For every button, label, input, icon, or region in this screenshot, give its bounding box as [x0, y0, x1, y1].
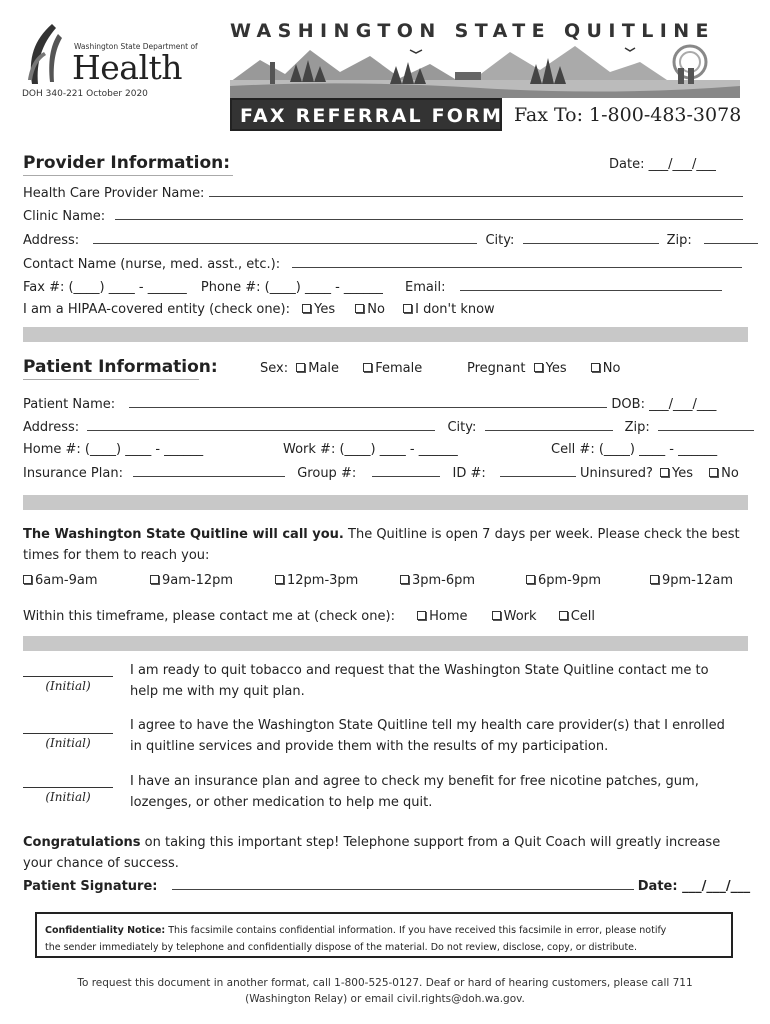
- checkbox[interactable]: [591, 363, 600, 372]
- patient-city-field[interactable]: [485, 419, 613, 431]
- checkbox[interactable]: [417, 611, 426, 620]
- sex-label: Sex:: [260, 361, 289, 376]
- hipaa-no-option[interactable]: [355, 302, 385, 317]
- contact-method-label: Within this timeframe, please contact me at (check one):: [23, 609, 395, 624]
- checkbox[interactable]: [650, 575, 659, 584]
- pregnant-row: [467, 361, 620, 376]
- callback-intro-text: The Quitline is open 7 days per week. Please check the best: [343, 527, 740, 542]
- contact-name-field[interactable]: [292, 256, 742, 268]
- checkbox[interactable]: [296, 363, 305, 372]
- checkbox[interactable]: [400, 575, 409, 584]
- checkbox[interactable]: [355, 304, 364, 313]
- agency-name: Health: [72, 48, 183, 87]
- agency-line: Washington State Department of: [74, 42, 198, 51]
- initial-field-2[interactable]: [23, 733, 113, 734]
- footer-line2: (Washington Relay) or email civil.rights@doh.wa.gov.: [245, 993, 525, 1005]
- congratulations-text: [23, 832, 720, 874]
- hipaa-yes-label: Yes: [314, 302, 336, 317]
- hipaa-row: [23, 302, 495, 317]
- checkbox[interactable]: [492, 611, 501, 620]
- fax-phone-row: [23, 279, 722, 295]
- footer-line1: To request this document in another format, call 1-800-525-0127. Deaf or hard of hearing customers, please call 711: [77, 977, 693, 989]
- provider-zip-field[interactable]: [704, 232, 758, 244]
- contact-work-label: Work: [503, 609, 537, 624]
- section-divider: [23, 327, 748, 342]
- time-option-1[interactable]: [23, 573, 98, 588]
- initial-field-1[interactable]: [23, 676, 113, 677]
- time-option-5[interactable]: [526, 573, 601, 588]
- patient-zip-field[interactable]: [658, 419, 754, 431]
- checkbox[interactable]: [403, 304, 412, 313]
- section-underline: [23, 175, 233, 176]
- uninsured-no-label: No: [721, 466, 739, 481]
- program-title: WASHINGTON STATE QUITLINE: [230, 20, 715, 42]
- consent-item-3: [130, 771, 750, 813]
- email-label: Email:: [405, 280, 446, 295]
- provider-name-row: [23, 185, 743, 201]
- time-label: 6am-9am: [35, 573, 98, 588]
- callback-intro-line2: times for them to reach you:: [23, 548, 210, 563]
- insurance-row: [23, 465, 739, 481]
- patient-name-field[interactable]: [129, 396, 607, 408]
- patient-city-label: City:: [447, 420, 477, 435]
- checkbox[interactable]: [23, 575, 32, 584]
- initial-field-3[interactable]: [23, 787, 113, 788]
- provider-address-row: [23, 232, 758, 248]
- time-label: 9pm-12am: [662, 573, 734, 588]
- consent-item-2: [130, 715, 750, 757]
- contact-method-row: [23, 609, 595, 624]
- section-underline: [23, 379, 199, 380]
- footer-text: [0, 975, 770, 1007]
- time-option-4[interactable]: [400, 573, 475, 588]
- provider-city-label: City:: [485, 233, 515, 248]
- checkbox[interactable]: [363, 363, 372, 372]
- contact-name-label: Contact Name (nurse, med. asst., etc.):: [23, 257, 281, 272]
- landscape-illustration: [230, 42, 740, 98]
- sex-female-option[interactable]: [363, 361, 422, 376]
- consent-item-1: [130, 660, 750, 702]
- checkbox[interactable]: [302, 304, 311, 313]
- sex-row: [260, 361, 422, 376]
- hipaa-unknown-label: I don't know: [415, 302, 495, 317]
- provider-address-field[interactable]: [93, 232, 477, 244]
- fax-field[interactable]: Fax #: (____) ____ - ______: [23, 280, 187, 295]
- checkbox[interactable]: [534, 363, 543, 372]
- contact-cell-option[interactable]: [559, 609, 595, 624]
- contact-name-row: [23, 256, 742, 272]
- notice-line1: This facsimile contains confidential information. If you have received this facsimile in error, please notify: [165, 925, 667, 936]
- time-label: 12pm-3pm: [287, 573, 359, 588]
- confidentiality-notice: [35, 912, 733, 958]
- initial-label: (Initial): [45, 736, 91, 750]
- doc-id: DOH 340-221 October 2020: [22, 89, 148, 99]
- patient-dob[interactable]: DOB: ___/___/___: [611, 397, 717, 412]
- congrats-bold: Congratulations: [23, 835, 141, 850]
- hipaa-no-label: No: [367, 302, 385, 317]
- hipaa-unknown-option[interactable]: [403, 302, 495, 317]
- uninsured-label: Uninsured?: [580, 466, 653, 481]
- callback-intro: [23, 524, 740, 566]
- female-label: Female: [375, 361, 423, 376]
- uninsured-no-option[interactable]: [709, 466, 739, 481]
- cell-phone-field[interactable]: Cell #: (____) ____ - ______: [551, 442, 718, 457]
- sex-male-option[interactable]: [296, 361, 339, 376]
- group-field[interactable]: [372, 465, 440, 477]
- signature-field[interactable]: [172, 878, 634, 890]
- time-option-2[interactable]: [150, 573, 233, 588]
- initial-label: (Initial): [45, 790, 91, 804]
- pregnant-yes-label: Yes: [545, 361, 567, 376]
- consent-3-line1: I have an insurance plan and agree to check my benefit for free nicotine patches, gum,: [130, 774, 699, 789]
- time-label: 3pm-6pm: [412, 573, 476, 588]
- contact-home-option[interactable]: [417, 609, 467, 624]
- time-label: 6pm-9pm: [538, 573, 602, 588]
- checkbox[interactable]: [709, 468, 718, 477]
- patient-zip-label: Zip:: [624, 420, 650, 435]
- clinic-name-field[interactable]: [115, 208, 743, 220]
- section-divider: [23, 495, 748, 510]
- signature-label: Patient Signature:: [23, 879, 158, 894]
- uninsured-yes-label: Yes: [672, 466, 693, 481]
- email-field[interactable]: [460, 279, 722, 291]
- id-label: ID #:: [452, 466, 486, 481]
- patient-section-title: Patient Information:: [23, 357, 218, 377]
- group-label: Group #:: [297, 466, 357, 481]
- time-option-6[interactable]: [650, 573, 733, 588]
- male-label: Male: [308, 361, 340, 376]
- provider-address-label: Address:: [23, 233, 80, 248]
- congrats-rest: on taking this important step! Telephone support from a Quit Coach will greatly increase: [140, 835, 721, 850]
- clinic-name-row: [23, 208, 743, 224]
- provider-section-title: Provider Information:: [23, 153, 231, 173]
- insurance-field[interactable]: [133, 465, 285, 477]
- patient-address-label: Address:: [23, 420, 80, 435]
- initial-label: (Initial): [45, 679, 91, 693]
- checkbox[interactable]: [275, 575, 284, 584]
- provider-city-field[interactable]: [523, 232, 659, 244]
- patient-name-label: Patient Name:: [23, 397, 116, 412]
- callback-intro-bold: The Washington State Quitline will call you.: [23, 527, 344, 542]
- patient-address-row: [23, 419, 754, 435]
- contact-cell-label: Cell: [570, 609, 595, 624]
- time-option-3[interactable]: [275, 573, 358, 588]
- insurance-label: Insurance Plan:: [23, 466, 123, 481]
- id-field[interactable]: [500, 465, 576, 477]
- consent-1-line1: I am ready to quit tobacco and request that the Washington State Quitline contact me to: [130, 663, 709, 678]
- pregnant-yes-option[interactable]: [534, 361, 567, 376]
- checkbox[interactable]: [660, 468, 669, 477]
- uninsured-yes-option[interactable]: [660, 466, 693, 481]
- hipaa-label: I am a HIPAA-covered entity (check one):: [23, 302, 291, 317]
- provider-name-field[interactable]: [209, 185, 743, 197]
- time-label: 9am-12pm: [162, 573, 234, 588]
- congrats-line2: your chance of success.: [23, 856, 179, 871]
- fax-to: Fax To: 1-800-483-3078: [514, 104, 742, 126]
- doh-logo-mark: [22, 22, 72, 86]
- form-title: FAX REFERRAL FORM: [240, 105, 504, 127]
- consent-2-line2: in quitline services and provide them with the results of my participation.: [130, 739, 609, 754]
- checkbox[interactable]: [559, 611, 568, 620]
- checkbox[interactable]: [150, 575, 159, 584]
- patient-name-row: [23, 396, 716, 412]
- provider-zip-label: Zip:: [666, 233, 692, 248]
- doh-logo: [22, 22, 198, 88]
- signature-row: [23, 878, 750, 894]
- consent-1-line2: help me with my quit plan.: [130, 684, 305, 699]
- pregnant-no-label: No: [602, 361, 621, 376]
- consent-3-line2: lozenges, or other medication to help me quit.: [130, 795, 433, 810]
- hipaa-yes-option[interactable]: [302, 302, 335, 317]
- notice-line2: the sender immediately by telephone and confidentially dispose of the material. Do not review, disclose, copy, or distribute.: [45, 942, 638, 953]
- home-phone-field[interactable]: Home #: (____) ____ - ______: [23, 442, 204, 457]
- form-title-banner: [230, 98, 502, 131]
- pregnant-label: Pregnant: [467, 361, 526, 376]
- contact-work-option[interactable]: [492, 609, 537, 624]
- phone-field[interactable]: Phone #: (____) ____ - ______: [200, 280, 383, 295]
- notice-bold: Confidentiality Notice:: [45, 925, 166, 936]
- clinic-name-label: Clinic Name:: [23, 209, 106, 224]
- signature-date[interactable]: Date: ___/___/___: [637, 879, 751, 894]
- consent-2-line1: I agree to have the Washington State Quitline tell my health care provider(s) that I enrolled: [130, 718, 725, 733]
- section-divider: [23, 636, 748, 651]
- patient-address-field[interactable]: [87, 419, 435, 431]
- work-phone-field[interactable]: Work #: (____) ____ - ______: [283, 442, 458, 457]
- checkbox[interactable]: [526, 575, 535, 584]
- provider-date: Date: ___/___/___: [609, 157, 716, 172]
- contact-home-label: Home: [429, 609, 468, 624]
- pregnant-no-option[interactable]: [591, 361, 621, 376]
- provider-name-label: Health Care Provider Name:: [23, 186, 205, 201]
